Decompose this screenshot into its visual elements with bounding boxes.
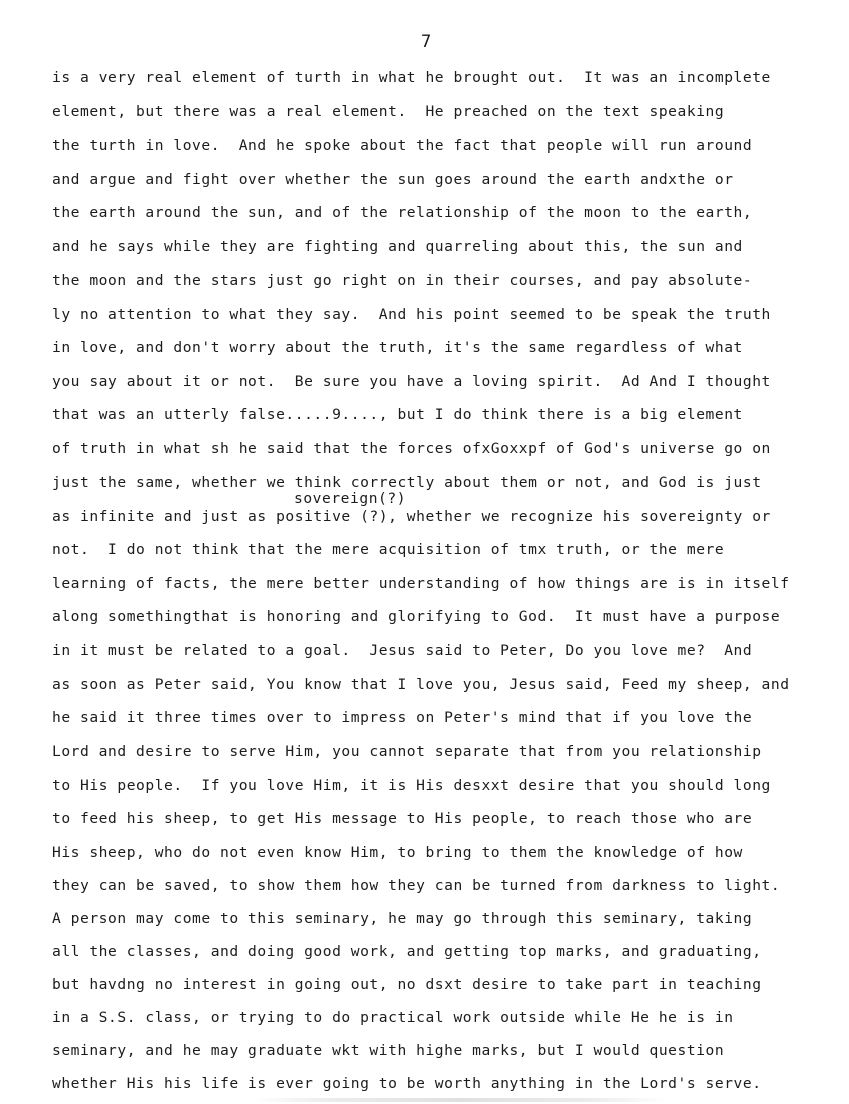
text-line: and argue and fight over whether the sun goes around the earth andxthe or <box>52 171 734 188</box>
text-line: the moon and the stars just go right on in their courses, and pay absolute- <box>52 272 753 289</box>
text-line: His sheep, who do not even know Him, to bring to them the knowledge of how <box>52 844 743 861</box>
text-line: and he says while they are fighting and quarreling about this, the sun and <box>52 238 743 255</box>
page-number: 7 <box>421 32 432 52</box>
text-line: to His people. If you love Him, it is His desxxt desire that you should long <box>52 777 771 794</box>
text-line: all the classes, and doing good work, and getting top marks, and graduating, <box>52 943 762 960</box>
text-line: he said it three times over to impress on Peter's mind that if you love the <box>52 709 753 726</box>
text-line: along somethingthat is honoring and glorifying to God. It must have a purpose <box>52 608 781 625</box>
text-line: Lord and desire to serve Him, you cannot separate that from you relationship <box>52 743 762 760</box>
text-line: learning of facts, the mere better understanding of how things are is in itself <box>52 575 790 592</box>
text-line: just the same, whether we think correctly about them or not, and God is just <box>52 474 762 491</box>
text-line: as soon as Peter said, You know that I love you, Jesus said, Feed my sheep, and <box>52 676 790 693</box>
page-bottom-edge-shadow <box>250 1098 670 1102</box>
text-line: the turth in love. And he spoke about the fact that people will run around <box>52 137 753 154</box>
text-line: that was an utterly false.....9...., but I do think there is a big element <box>52 406 743 423</box>
text-line: in a S.S. class, or trying to do practical work outside while He he is in <box>52 1009 734 1026</box>
text-line: you say about it or not. Be sure you have a loving spirit. Ad And I thought <box>52 373 771 390</box>
text-line: ly no attention to what they say. And his point seemed to be speak the truth <box>52 306 771 323</box>
text-line: the earth around the sun, and of the relationship of the moon to the earth, <box>52 204 753 221</box>
text-line: but havdng no interest in going out, no dsxt desire to take part in teaching <box>52 976 762 993</box>
text-line: in it must be related to a goal. Jesus said to Peter, Do you love me? And <box>52 642 753 659</box>
text-line: as infinite and just as positive (?), whether we recognize his sovereignty or <box>52 508 771 525</box>
text-line: in love, and don't worry about the truth, it's the same regardless of what <box>52 339 743 356</box>
interlinear-annotation: sovereign(?) <box>294 490 407 507</box>
text-line: to feed his sheep, to get His message to His people, to reach those who are <box>52 810 753 827</box>
text-line: seminary, and he may graduate wkt with highe marks, but I would question <box>52 1042 725 1059</box>
text-line: element, but there was a real element. He preached on the text speaking <box>52 103 725 120</box>
text-line: A person may come to this seminary, he may go through this seminary, taking <box>52 910 753 927</box>
text-line: is a very real element of turth in what he brought out. It was an incomplete <box>52 69 771 86</box>
text-line: of truth in what sh he said that the forces ofxGoxxpf of God's universe go on <box>52 440 771 457</box>
text-line: whether His his life is ever going to be worth anything in the Lord's serve. <box>52 1075 762 1092</box>
text-line: not. I do not think that the mere acquisition of tmx truth, or the mere <box>52 541 725 558</box>
text-line: they can be saved, to show them how they can be turned from darkness to light. <box>52 877 781 894</box>
